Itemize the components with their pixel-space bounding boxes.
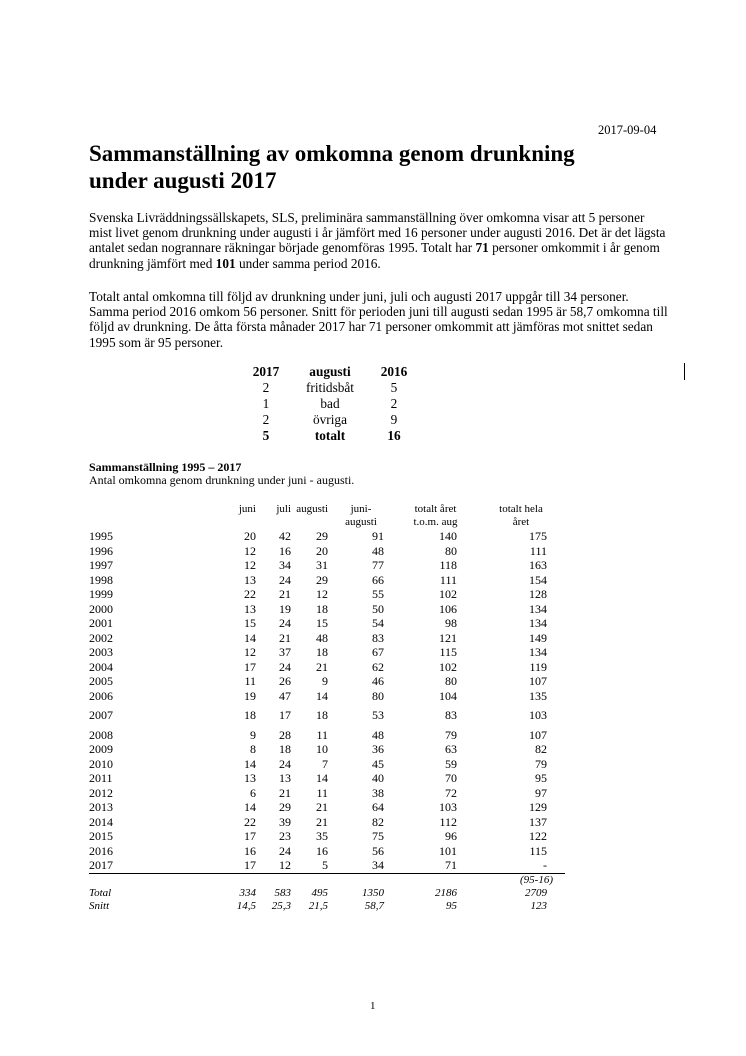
stats-cell: 111 xyxy=(439,572,457,587)
stats-cell: 77 xyxy=(372,558,384,572)
stats-cell: 128 xyxy=(529,587,547,601)
stats-cell: 16 xyxy=(279,543,291,558)
stats-header-cell: augusti xyxy=(296,503,328,515)
stats-row-label: 1996 xyxy=(89,543,113,558)
stats-cell: 12 xyxy=(244,543,256,558)
stats-cell: 21 xyxy=(279,630,291,645)
stats-cell: 13 xyxy=(244,771,256,785)
stats-empty-cell xyxy=(256,873,291,887)
stats-cell: 119 xyxy=(529,659,547,674)
stats-cell: 11 xyxy=(244,674,256,688)
stats-row-label: 2014 xyxy=(89,814,113,829)
table-row xyxy=(89,689,565,704)
stats-cell: 6 xyxy=(250,785,256,800)
document-date: 2017-09-04 xyxy=(598,123,657,137)
stats-cell: 70 xyxy=(445,771,457,785)
stats-row-label: 2008 xyxy=(89,727,113,742)
table-row xyxy=(89,703,565,728)
stats-cell: 25,3 xyxy=(271,899,291,912)
stats-cell: 15 xyxy=(316,616,328,630)
stats-cell: 45 xyxy=(372,756,384,771)
table-row xyxy=(89,616,565,631)
stats-cell: 13 xyxy=(244,601,256,616)
stats-cell: 24 xyxy=(279,756,291,771)
table-row xyxy=(89,829,565,844)
stats-cell: 37 xyxy=(279,645,291,659)
summary-cell: övriga xyxy=(313,412,347,427)
table-row xyxy=(89,529,565,544)
stats-cell: 101 xyxy=(439,843,457,858)
stats-row-label: 2017 xyxy=(89,858,207,873)
stats-cell: 22 xyxy=(244,814,256,829)
stats-cell: 36 xyxy=(372,742,384,756)
stats-cell: 140 xyxy=(439,529,457,543)
summary-cell: 1 xyxy=(262,396,270,411)
summary-cell: 16 xyxy=(387,428,401,443)
stats-cell: 19 xyxy=(244,688,256,703)
stats-cell: 14 xyxy=(316,771,328,785)
stats-empty-cell xyxy=(394,873,477,887)
stats-cell: 104 xyxy=(439,688,457,703)
stats-cell: 115 xyxy=(529,843,547,858)
table-row xyxy=(89,858,565,873)
stats-cell: 14 xyxy=(244,630,256,645)
stats-cell: 95 xyxy=(446,899,457,912)
stats-cell: 135 xyxy=(529,688,547,703)
table-row xyxy=(89,573,565,588)
stats-cell: 56 xyxy=(372,843,384,858)
stats-cell: 29 xyxy=(279,800,291,814)
stats-row-label: 2010 xyxy=(89,756,113,771)
stats-cell: 46 xyxy=(372,674,384,688)
stats-cell: 64 xyxy=(372,800,384,814)
stats-empty-cell xyxy=(89,873,207,887)
stats-cell: 5 xyxy=(291,858,328,873)
stats-cell: 21 xyxy=(316,814,328,829)
stats-cell: 31 xyxy=(316,558,328,572)
stats-cell: 17 xyxy=(244,829,256,843)
table-row xyxy=(89,728,565,743)
stats-cell: 18 xyxy=(279,742,291,756)
stats-cell: 2709 xyxy=(525,886,547,899)
stats-cell: 29 xyxy=(316,529,328,543)
stats-cell: 11 xyxy=(316,727,328,742)
stats-cell: 79 xyxy=(445,727,457,742)
table-row xyxy=(89,602,565,617)
stats-cell: 18 xyxy=(244,708,256,722)
table-row xyxy=(89,674,565,689)
stats-cell: 80 xyxy=(372,688,384,703)
stats-cell: 21 xyxy=(316,659,328,674)
stats-cell: 24 xyxy=(279,616,291,630)
stats-cell: 19 xyxy=(279,601,291,616)
stats-cell: 13 xyxy=(244,572,256,587)
stats-cell: 103 xyxy=(529,708,547,722)
stats-cell: 123 xyxy=(530,899,547,912)
stats-cell: 149 xyxy=(529,630,547,645)
stats-cell: 59 xyxy=(445,756,457,771)
intro-bold-total-2016: 101 xyxy=(215,255,236,271)
stats-row-label: 1995 xyxy=(89,529,113,543)
stats-row-label: 1997 xyxy=(89,558,113,572)
stats-cell: 1350 xyxy=(362,886,384,899)
summary-row xyxy=(243,396,417,412)
summary-cell: 2 xyxy=(262,380,270,395)
summary-header-cell: 2016 xyxy=(380,364,408,379)
intro-text-1: Svenska Livräddningssällskapets, SLS, preliminära sammanställning över omkomna visar att 5 personer mist livet genom drunkning under augusti i år jämfört med 16 personer under augusti 2016. Det är det lägsta antalet sedan nogrannare räkningar började genomföras 1995. Totalt har xyxy=(89,210,666,256)
stats-cell: 106 xyxy=(439,601,457,616)
stats-header-year xyxy=(89,503,207,529)
stats-header-row xyxy=(89,503,565,529)
stats-cell: 98 xyxy=(445,616,457,630)
stats-cell: 26 xyxy=(279,674,291,688)
stats-row-label: 2015 xyxy=(89,829,113,843)
stats-header-cell: juli xyxy=(276,503,291,515)
stats-row-label: Total xyxy=(89,886,112,899)
stats-average-row xyxy=(89,900,565,913)
summary-paragraph: Totalt antal omkomna till följd av drunkning under juni, juli och augusti 2017 uppgår till 34 personer. Samma period 2016 omkom 56 personer. Snitt för perioden juni till augusti sedan 1995 är 58,7 omkomna till följd av drunkning. De åtta första månader 2017 har 71 personer omkommit att jämföras mot snittet sedan 1995 som är 95 personer. xyxy=(89,289,668,350)
stats-cell: 107 xyxy=(529,674,547,688)
stats-cell: 83 xyxy=(445,708,457,722)
stats-cell: 14 xyxy=(244,800,256,814)
stats-cell: 91 xyxy=(372,529,384,543)
stats-cell: 34 xyxy=(328,858,394,873)
stats-cell: 14 xyxy=(316,688,328,703)
stats-cell: 48 xyxy=(316,630,328,645)
stats-cell: 107 xyxy=(529,727,547,742)
stats-total-row xyxy=(89,887,565,900)
stats-note-row xyxy=(89,873,565,887)
stats-cell: 7 xyxy=(322,756,328,771)
stats-cell: 9 xyxy=(250,727,256,742)
summary-cell: totalt xyxy=(314,428,346,443)
stats-cell: 112 xyxy=(439,814,457,829)
stats-row-label: 2000 xyxy=(89,601,113,616)
stats-cell: 48 xyxy=(372,727,384,742)
stats-cell: 12 xyxy=(256,858,291,873)
stats-cell: 71 xyxy=(394,858,477,873)
stats-cell: 29 xyxy=(316,572,328,587)
stats-cell: 40 xyxy=(372,771,384,785)
stats-cell: 24 xyxy=(279,572,291,587)
page-number: 1 xyxy=(370,1000,376,1012)
stats-cell: 95 xyxy=(535,771,547,785)
stats-cell: 12 xyxy=(316,587,328,601)
stats-row-label: 2009 xyxy=(89,742,113,756)
stats-cell: 18 xyxy=(316,601,328,616)
summary-cell: 9 xyxy=(390,412,398,427)
stats-cell: 17 xyxy=(279,708,291,722)
stats-cell: 14 xyxy=(244,756,256,771)
stats-cell: 18 xyxy=(316,645,328,659)
table-row xyxy=(89,742,565,757)
table-row xyxy=(89,645,565,660)
august-summary-table xyxy=(243,364,417,444)
stats-note: (95-16) xyxy=(520,873,553,886)
stats-cell: 103 xyxy=(439,800,457,814)
title-line-2: under augusti 2017 xyxy=(89,168,277,193)
table-row xyxy=(89,815,565,830)
stats-cell: 79 xyxy=(535,756,547,771)
stats-cell: 20 xyxy=(244,529,256,543)
stats-cell: 66 xyxy=(372,572,384,587)
table-row xyxy=(89,631,565,646)
stats-row-label: 2001 xyxy=(89,616,113,630)
stats-cell: 16 xyxy=(244,843,256,858)
stats-empty-cell xyxy=(328,873,394,887)
summary-cell: bad xyxy=(320,396,340,411)
summary-header-cell: augusti xyxy=(309,364,351,379)
stats-row-label: 2004 xyxy=(89,659,113,674)
stats-cell: 134 xyxy=(529,616,547,630)
stats-row-label: 2007 xyxy=(89,708,113,722)
stats-cell: 97 xyxy=(535,785,547,800)
stats-cell: 2186 xyxy=(435,886,457,899)
stats-cell: 102 xyxy=(439,659,457,674)
stats-cell: 35 xyxy=(316,829,328,843)
stats-cell: 175 xyxy=(529,529,547,543)
intro-text-2: personer omkommit i år genom drunkning jämfört med xyxy=(89,240,660,271)
stats-cell: 24 xyxy=(279,659,291,674)
summary-cell: 5 xyxy=(262,428,270,443)
stats-cell: 9 xyxy=(322,674,328,688)
yearly-stats-table xyxy=(89,503,565,913)
stats-cell: 12 xyxy=(244,645,256,659)
stats-cell: 34 xyxy=(279,558,291,572)
text-cursor xyxy=(684,363,685,380)
stats-cell: 8 xyxy=(250,742,256,756)
stats-cell: 111 xyxy=(529,543,547,558)
stats-cell: 10 xyxy=(316,742,328,756)
stats-cell: 54 xyxy=(372,616,384,630)
stats-cell: 55 xyxy=(372,587,384,601)
stats-cell: 47 xyxy=(279,688,291,703)
title-line-1: Sammanställning av omkomna genom drunkning xyxy=(89,141,575,166)
stats-cell: 72 xyxy=(445,785,457,800)
intro-bold-total-2017: 71 xyxy=(475,240,489,256)
stats-cell: 83 xyxy=(372,630,384,645)
stats-cell: 96 xyxy=(445,829,457,843)
summary-total-row xyxy=(243,428,417,444)
stats-cell: 21 xyxy=(279,587,291,601)
stats-cell: 17 xyxy=(207,858,256,873)
stats-cell: 21 xyxy=(279,785,291,800)
table-row xyxy=(89,786,565,801)
stats-cell: 28 xyxy=(279,727,291,742)
stats-header-cell: totalt hela året xyxy=(499,503,543,528)
stats-row-label: 2011 xyxy=(89,771,113,785)
stats-cell: 115 xyxy=(439,645,457,659)
stats-row-label: 2016 xyxy=(89,843,113,858)
stats-cell: 82 xyxy=(372,814,384,829)
stats-cell: 495 xyxy=(311,886,328,899)
stats-cell: 154 xyxy=(529,572,547,587)
summary-cell: 2 xyxy=(262,412,270,427)
summary-row xyxy=(243,380,417,396)
stats-cell: 334 xyxy=(239,886,256,899)
stats-cell: 12 xyxy=(244,558,256,572)
stats-row-label: Snitt xyxy=(89,899,110,912)
stats-cell: 63 xyxy=(445,742,457,756)
stats-cell: - xyxy=(477,858,565,873)
stats-cell: 118 xyxy=(439,558,457,572)
stats-cell: 122 xyxy=(529,829,547,843)
stats-cell: 67 xyxy=(372,645,384,659)
stats-row-label: 2006 xyxy=(89,688,113,703)
stats-cell: 53 xyxy=(372,708,384,722)
stats-row-label: 1999 xyxy=(89,587,113,601)
summary-cell: 5 xyxy=(390,380,398,395)
stats-body xyxy=(89,529,565,913)
stats-cell: 22 xyxy=(244,587,256,601)
stats-header-cell: totalt året t.o.m. aug xyxy=(413,503,458,528)
summary-cell: 2 xyxy=(390,396,398,411)
stats-cell: 129 xyxy=(529,800,547,814)
table-row xyxy=(89,771,565,786)
stats-cell: 82 xyxy=(535,742,547,756)
stats-cell: 23 xyxy=(279,829,291,843)
stats-row-label: 2003 xyxy=(89,645,113,659)
stats-cell: 18 xyxy=(316,708,328,722)
stats-cell: 48 xyxy=(372,543,384,558)
table-row xyxy=(89,660,565,675)
table-row xyxy=(89,558,565,573)
stats-cell: 21,5 xyxy=(308,899,328,912)
summary-header-row xyxy=(243,364,417,380)
stats-cell: 11 xyxy=(316,785,328,800)
section-subtitle: Antal omkomna genom drunkning under juni - augusti. xyxy=(89,473,355,487)
stats-row-label: 2005 xyxy=(89,674,113,688)
stats-cell: 137 xyxy=(529,814,547,829)
stats-row-label: 1998 xyxy=(89,572,113,587)
stats-cell: 134 xyxy=(529,601,547,616)
stats-row-label: 2012 xyxy=(89,785,113,800)
stats-cell: 16 xyxy=(316,843,328,858)
summary-row xyxy=(243,412,417,428)
stats-cell: 20 xyxy=(316,543,328,558)
stats-empty-cell xyxy=(207,873,256,887)
stats-cell: 62 xyxy=(372,659,384,674)
stats-cell: 102 xyxy=(439,587,457,601)
summary-cell: fritidsbåt xyxy=(305,380,354,395)
stats-cell: 24 xyxy=(279,843,291,858)
intro-text-3: under samma period 2016. xyxy=(235,255,381,271)
stats-cell: 21 xyxy=(316,800,328,814)
stats-cell: 80 xyxy=(445,674,457,688)
stats-empty-cell xyxy=(291,873,328,887)
stats-cell: 80 xyxy=(445,543,457,558)
stats-cell: 163 xyxy=(529,558,547,572)
stats-cell: 50 xyxy=(372,601,384,616)
stats-cell: 13 xyxy=(279,771,291,785)
section-title: Sammanställning 1995 – 2017 xyxy=(89,460,242,474)
stats-cell: 58,7 xyxy=(364,899,384,912)
stats-row-label: 2013 xyxy=(89,800,113,814)
stats-header-cell: juni xyxy=(238,503,256,515)
stats-cell: 75 xyxy=(372,829,384,843)
document-title xyxy=(89,140,575,194)
stats-cell: 42 xyxy=(279,529,291,543)
table-row xyxy=(89,800,565,815)
table-row xyxy=(89,844,565,859)
summary-header-cell: 2017 xyxy=(252,364,280,379)
stats-cell: 134 xyxy=(529,645,547,659)
stats-cell: 121 xyxy=(439,630,457,645)
stats-cell: 39 xyxy=(279,814,291,829)
intro-paragraph xyxy=(89,210,669,271)
table-row xyxy=(89,587,565,602)
table-row xyxy=(89,757,565,772)
stats-cell: 583 xyxy=(274,886,291,899)
stats-cell: 17 xyxy=(244,659,256,674)
stats-cell: 14,5 xyxy=(236,899,256,912)
stats-header-cell: juni- augusti xyxy=(345,503,377,528)
stats-cell: 38 xyxy=(372,785,384,800)
stats-row-label: 2002 xyxy=(89,630,113,645)
stats-cell: 15 xyxy=(244,616,256,630)
table-row xyxy=(89,544,565,559)
